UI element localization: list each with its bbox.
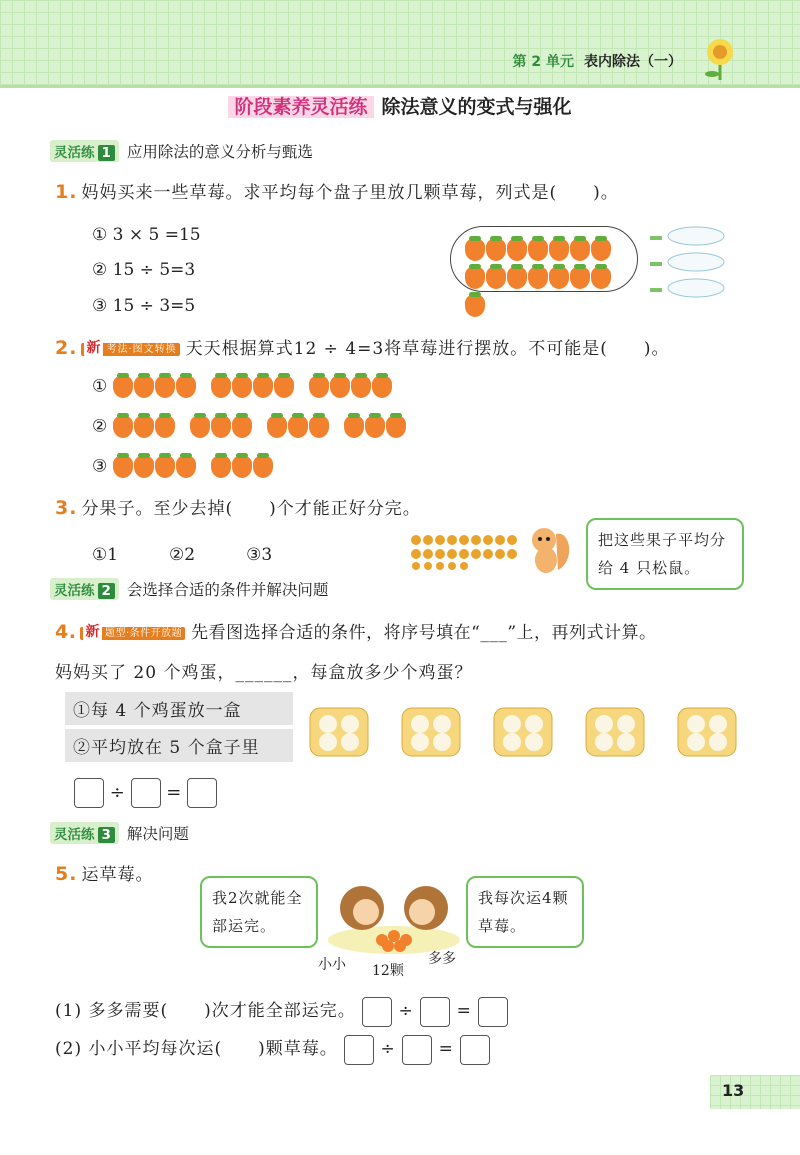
section-text: 解决问题 xyxy=(126,825,189,843)
question-1: 1. 妈妈买来一些草莓。求平均每个盘子里放几颗草莓，列式是( )。 xyxy=(55,181,619,203)
title-badge: 阶段素养灵活练 xyxy=(228,96,373,118)
plates-icon xyxy=(648,224,728,302)
q3-speech-bubble: 把这些果子平均分给 4 只松鼠。 xyxy=(586,518,744,590)
answer-box[interactable] xyxy=(344,1035,374,1065)
q5-bubble-left: 我2次就能全部运完。 xyxy=(200,876,318,948)
egg-box-icon xyxy=(308,704,370,760)
q4-equation: ÷ = xyxy=(74,778,217,808)
answer-box[interactable] xyxy=(74,778,104,808)
label-duoduo: 多多 xyxy=(428,951,456,967)
q1-option-2: ② 15 ÷ 5=3 xyxy=(92,260,196,280)
section-2 xyxy=(50,578,328,600)
section-1 xyxy=(50,140,313,162)
fruits-group xyxy=(410,530,520,570)
answer-box[interactable] xyxy=(478,997,508,1027)
q2-option-3: ③ xyxy=(92,456,288,478)
q2-option-2: ② xyxy=(92,416,421,438)
q4-choice-1: ①每 4 个鸡蛋放一盒 xyxy=(65,692,293,725)
question-5: 5. 运草莓。 xyxy=(55,863,154,885)
unit-topic: 表内除法（一） xyxy=(584,54,682,70)
egg-box-icon xyxy=(492,704,554,760)
section-tag: 灵活练 3 xyxy=(50,822,119,844)
section-tag: 灵活练 2 xyxy=(50,578,119,600)
egg-box-icon xyxy=(584,704,646,760)
squirrel-icon xyxy=(524,520,572,576)
page-title xyxy=(0,92,800,119)
section-text: 应用除法的意义分析与甄选 xyxy=(126,143,313,161)
answer-box[interactable] xyxy=(460,1035,490,1065)
q4-choice-2: ②平均放在 5 个盒子里 xyxy=(65,729,293,762)
q4-sentence: 妈妈买了 20 个鸡蛋，______，每盒放多少个鸡蛋？ xyxy=(55,663,473,683)
answer-box[interactable] xyxy=(402,1035,432,1065)
answer-box[interactable] xyxy=(131,778,161,808)
unit-number: 第 2 单元 xyxy=(512,54,574,70)
q2-option-1: ① xyxy=(92,376,407,398)
q1-option-3: ③ 15 ÷ 3=5 xyxy=(92,296,196,316)
answer-box[interactable] xyxy=(187,778,217,808)
section-text: 会选择合适的条件并解决问题 xyxy=(126,581,329,599)
answer-box[interactable] xyxy=(362,997,392,1027)
title-text: 除法意义的变式与强化 xyxy=(381,96,572,118)
sunflower-icon xyxy=(700,36,740,80)
section-tag: 灵活练 1 xyxy=(50,140,119,162)
q1-option-1: ① 3 × 5 =15 xyxy=(92,225,201,245)
q5-sub-2: (2) 小小平均每次运( )颗草莓。 ÷ = xyxy=(55,1034,490,1065)
egg-box-icon xyxy=(400,704,462,760)
question-4: 4. 新 题型·条件开放题 先看图选择合适的条件，将序号填在“___”上，再列式计算。 xyxy=(55,621,657,643)
label-12: 12颗 xyxy=(372,963,404,979)
page-number: 13 xyxy=(710,1075,800,1109)
strawberry-group xyxy=(450,226,638,292)
section-3 xyxy=(50,822,189,844)
question-3: 3. 分果子。至少去掉( )个才能正好分完。 xyxy=(55,497,421,519)
hedgehogs-icon xyxy=(326,880,462,956)
page-header xyxy=(0,0,800,88)
q5-sub-1: (1) 多多需要( )次才能全部运完。 ÷ = xyxy=(55,996,508,1027)
q4-choices xyxy=(65,692,293,766)
egg-box-icon xyxy=(676,704,738,760)
answer-box[interactable] xyxy=(420,997,450,1027)
q5-bubble-right: 我每次运4颗草莓。 xyxy=(466,876,584,948)
question-2: 2. 新 考法·图文转换 天天根据算式12 ÷ 4=3将草莓进行摆放。不可能是( )。 xyxy=(55,337,670,359)
label-xiaoxiao: 小小 xyxy=(318,957,346,973)
q3-options: ①1 ②2 ③3 xyxy=(92,545,273,565)
unit-label xyxy=(513,51,683,71)
